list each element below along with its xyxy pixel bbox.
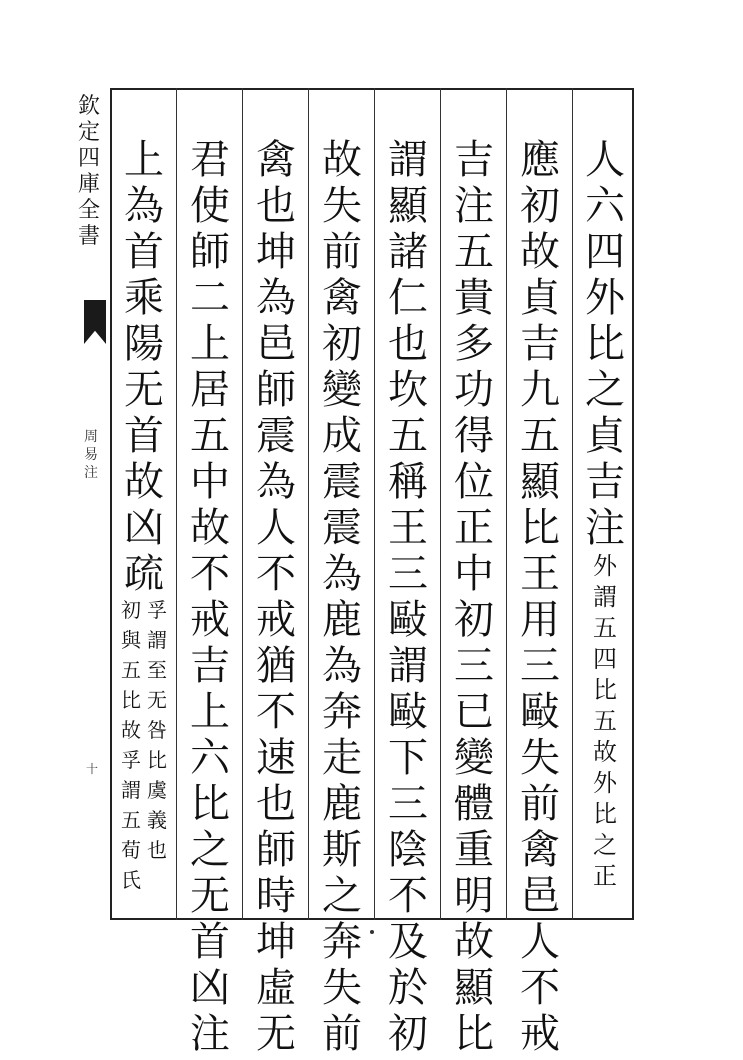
text-column-4 [380,137,436,1060]
commentary-glyph: 故 [121,718,141,742]
commentary-glyph: 與 [121,628,141,652]
main-text-glyph: 謂 [388,137,428,183]
main-text-glyph: 虛 [256,965,296,1011]
commentary-glyph: 五 [593,614,617,642]
margin-glyph: 全 [78,198,101,223]
main-text-glyph: 貴 [454,275,494,321]
main-text-glyph: 禽 [322,275,362,321]
commentary-glyph: 四 [593,645,617,673]
main-text-glyph: 貞 [520,275,560,321]
main-text-glyph: 坤 [256,229,296,275]
commentary-glyph: 謂 [121,778,141,802]
main-text-glyph: 上 [190,321,230,367]
commentary-glyph: 孚 [147,598,167,622]
main-text-glyph: 二 [190,275,230,321]
main-text-glyph: 六 [585,183,625,229]
main-text-glyph: 五 [190,413,230,459]
margin-title [78,96,100,252]
main-text-glyph: 斯 [322,827,362,873]
main-text-glyph: 故 [190,505,230,551]
commentary-glyph: 虞 [147,778,167,802]
column-rule [506,88,507,920]
double-line-commentary [121,600,167,900]
main-text-glyph: 中 [190,459,230,505]
main-text-glyph: 顯 [454,965,494,1011]
main-text-glyph: 比 [585,321,625,367]
print-speck [370,930,374,934]
main-text-glyph: 得 [454,413,494,459]
main-text-glyph: 應 [520,137,560,183]
main-text-glyph: 多 [454,321,494,367]
main-text-glyph: 君 [190,137,230,183]
column-rule [440,88,441,920]
text-column-1 [583,137,627,895]
main-text-glyph: 乘 [124,275,164,321]
main-text-glyph: 也 [256,183,296,229]
margin-glyph: 書 [78,224,101,249]
commentary-glyph: 故 [593,738,617,766]
main-text-glyph: 諸 [388,229,428,275]
main-text-glyph: 故 [520,229,560,275]
main-text-glyph: 重 [454,827,494,873]
main-text-glyph: 顯 [520,459,560,505]
text-column-5 [314,137,370,1060]
main-text-glyph: 已 [454,689,494,735]
main-text-glyph: 注 [454,183,494,229]
main-text-glyph: 无 [190,873,230,919]
commentary-glyph: 謂 [593,583,617,611]
main-text-glyph: 失 [322,965,362,1011]
main-text-glyph: 故 [454,919,494,965]
main-text-glyph: 三 [388,551,428,597]
commentary-right-line [147,600,167,870]
main-text-glyph: 謂 [388,643,428,689]
main-text-glyph: 人 [585,137,625,183]
main-text-glyph: 使 [190,183,230,229]
main-text-glyph: 也 [388,321,428,367]
main-text-glyph: 也 [256,781,296,827]
main-text-glyph: 敺 [388,689,428,735]
main-text-glyph: 陽 [124,321,164,367]
main-text-glyph: 注 [585,505,625,551]
main-text-glyph: 五 [388,413,428,459]
main-text-glyph: 正 [454,505,494,551]
main-text-glyph: 三 [388,781,428,827]
main-text-glyph: 吉 [454,137,494,183]
main-text-glyph: 震 [256,413,296,459]
margin-glyph: 周 [84,429,98,445]
main-text-glyph: 吉 [585,459,625,505]
main-text-glyph: 坎 [388,367,428,413]
main-text-glyph: 震 [322,459,362,505]
margin-folio-mark: 十 [86,762,99,776]
main-text-glyph: 顯 [388,183,428,229]
main-text-glyph: 為 [124,183,164,229]
main-text-glyph: 為 [256,275,296,321]
main-text-glyph: 前 [322,1011,362,1057]
main-text-glyph: 不 [256,689,296,735]
main-text-glyph: 用 [520,597,560,643]
main-text-glyph: 无 [124,367,164,413]
main-text-glyph: 居 [190,367,230,413]
commentary-glyph: 比 [121,688,141,712]
main-text-glyph: 不 [256,551,296,597]
main-text-glyph: 稱 [388,459,428,505]
main-text-glyph: 疏 [124,551,164,597]
margin-glyph: 注 [84,465,98,481]
main-text-glyph: 之 [585,367,625,413]
main-text-glyph: 初 [388,1011,428,1057]
main-text-glyph: 中 [454,551,494,597]
commentary-glyph: 謂 [147,628,167,652]
main-text-glyph: 明 [454,873,494,919]
commentary-glyph: 外 [593,552,617,580]
main-text-glyph: 凶 [190,965,230,1011]
main-text-glyph: 初 [454,597,494,643]
commentary-glyph: 咎 [147,718,167,742]
main-text-glyph: 上 [124,137,164,183]
commentary-left-line [121,600,141,900]
commentary-glyph: 正 [593,862,617,890]
main-text-glyph: 戒 [520,1011,560,1057]
main-text-glyph: 師 [190,229,230,275]
fish-tail-mark-icon [84,300,106,344]
main-text-glyph: 師 [256,367,296,413]
column-rule [374,88,375,920]
main-text-glyph: 下 [388,735,428,781]
main-text-glyph: 六 [190,735,230,781]
main-text-glyph: 猶 [256,643,296,689]
main-text-glyph: 凶 [124,505,164,551]
main-text-glyph: 三 [454,643,494,689]
text-column-8 [116,137,172,900]
main-text-glyph: 成 [322,413,362,459]
main-text-glyph: 震 [322,505,362,551]
main-text-glyph: 為 [322,551,362,597]
main-text-glyph: 首 [190,919,230,965]
main-text-glyph: 注 [190,1011,230,1057]
margin-glyph: 欽 [78,94,101,119]
main-text-glyph: 貞 [585,413,625,459]
main-text-glyph: 禽 [256,137,296,183]
main-text-glyph: 坤 [256,919,296,965]
main-text-glyph: 吉 [190,643,230,689]
main-text-glyph: 戒 [256,597,296,643]
text-column-6 [248,137,304,1060]
main-text-glyph: 初 [322,321,362,367]
column-rule [176,88,177,920]
main-text-glyph: 敺 [520,689,560,735]
main-text-glyph: 九 [520,367,560,413]
commentary-glyph: 五 [121,808,141,832]
main-text-glyph: 之 [190,827,230,873]
main-text-glyph: 五 [520,413,560,459]
main-text-glyph: 不 [190,551,230,597]
commentary-glyph: 比 [593,800,617,828]
commentary-glyph: 之 [593,831,617,859]
margin-glyph: 庫 [78,172,101,197]
main-text-glyph: 禽 [520,827,560,873]
main-text-glyph: 邑 [520,873,560,919]
main-text-glyph: 戒 [190,597,230,643]
main-text-glyph: 鹿 [322,597,362,643]
main-text-glyph: 外 [585,275,625,321]
main-text-glyph: 鹿 [322,781,362,827]
main-text-glyph: 時 [256,873,296,919]
margin-glyph: 定 [78,120,101,145]
main-text-glyph: 初 [520,183,560,229]
commentary-glyph: 外 [593,769,617,797]
main-text-glyph: 奔 [322,919,362,965]
main-text-glyph: 及 [388,919,428,965]
commentary-glyph: 也 [147,838,167,862]
main-text-glyph: 王 [388,505,428,551]
main-text-glyph: 之 [322,873,362,919]
commentary-glyph: 荀 [121,838,141,862]
main-text-glyph: 首 [124,413,164,459]
main-text-glyph: 比 [454,1011,494,1057]
main-text-glyph: 變 [454,735,494,781]
commentary-glyph: 義 [147,808,167,832]
main-text-glyph: 陰 [388,827,428,873]
main-text-glyph: 變 [322,367,362,413]
margin-book-title [84,430,98,484]
commentary-glyph: 无 [147,688,167,712]
text-column-2 [512,137,568,1060]
commentary-glyph: 至 [147,658,167,682]
commentary-glyph: 孚 [121,748,141,772]
commentary-glyph: 比 [593,676,617,704]
main-text-glyph: 體 [454,781,494,827]
main-text-glyph: 不 [388,873,428,919]
main-text-glyph: 敺 [388,597,428,643]
main-text-glyph: 仁 [388,275,428,321]
column-rule [242,88,243,920]
main-text-glyph: 為 [256,459,296,505]
main-text-glyph: 无 [256,1011,296,1057]
main-text-glyph: 功 [454,367,494,413]
main-text-glyph: 為 [322,643,362,689]
commentary-glyph: 氏 [121,868,141,892]
main-text-glyph: 失 [322,183,362,229]
main-text-glyph: 前 [322,229,362,275]
main-text-glyph: 比 [190,781,230,827]
main-text-glyph: 首 [124,229,164,275]
main-text-glyph: 失 [520,735,560,781]
commentary-glyph: 五 [121,658,141,682]
main-text-glyph: 四 [585,229,625,275]
commentary-glyph: 五 [593,707,617,735]
main-text-glyph: 不 [520,965,560,1011]
main-text-glyph: 人 [256,505,296,551]
main-text-glyph: 前 [520,781,560,827]
column-rule [308,88,309,920]
main-text-glyph: 上 [190,689,230,735]
main-text-glyph: 師 [256,827,296,873]
main-text-glyph: 三 [520,643,560,689]
commentary-glyph: 初 [121,598,141,622]
main-text-glyph: 速 [256,735,296,781]
main-text-glyph: 比 [520,505,560,551]
main-text-glyph: 於 [388,965,428,1011]
main-text-glyph: 王 [520,551,560,597]
column-rule [572,88,573,920]
main-text-glyph: 五 [454,229,494,275]
main-text-glyph: 故 [322,137,362,183]
main-text-glyph: 人 [520,919,560,965]
text-column-7 [182,137,238,1060]
main-text-glyph: 邑 [256,321,296,367]
main-text-glyph: 奔 [322,689,362,735]
main-text-glyph: 吉 [520,321,560,367]
margin-glyph: 易 [84,447,98,463]
main-text-glyph: 位 [454,459,494,505]
margin-glyph: 四 [78,146,101,171]
main-text-glyph: 走 [322,735,362,781]
text-column-3 [446,137,502,1060]
commentary-glyph: 比 [147,748,167,772]
main-text-glyph: 故 [124,459,164,505]
